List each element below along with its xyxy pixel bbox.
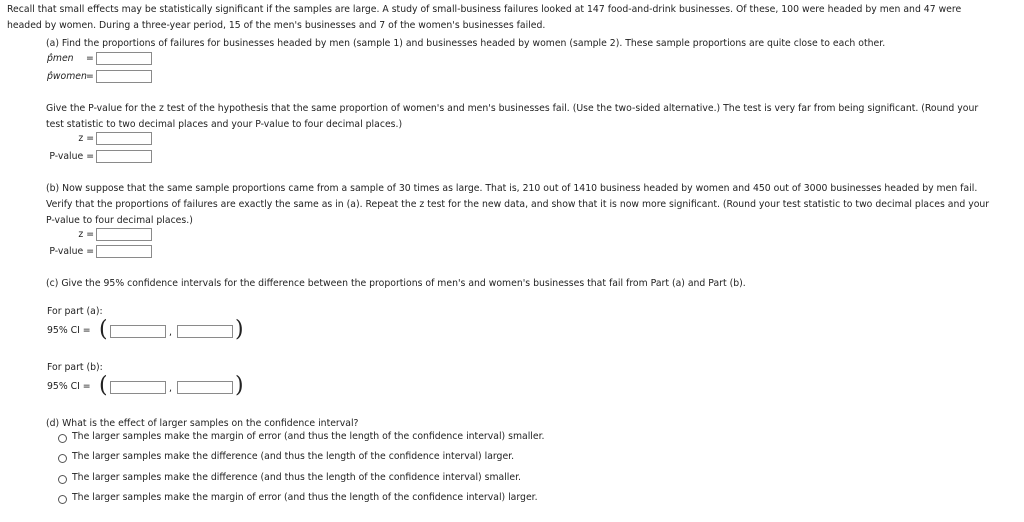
ci-a-open-paren: ( [99, 317, 108, 342]
ci-b-open-paren: ( [99, 373, 108, 398]
z-input-b[interactable] [96, 228, 152, 241]
intro-line-1: Recall that small effects may be statistically significant if the samples are large. A study of small-business failures looked at 147 food-and-drink businesses. Of these, 100 were headed by men and 47 were [7, 4, 962, 15]
part-c-question: (c) Give the 95% confidence intervals for the difference between the proportions of men's and women's businesses that fail from Part (a) and Part (b). [46, 278, 746, 289]
for-part-b-label: For part (b): [47, 362, 103, 373]
p-women-equals: = [86, 71, 94, 82]
p-men-label: p̂men [47, 53, 74, 64]
option-3-radio[interactable] [58, 475, 67, 484]
part-a-test-line-2: test statistic to two decimal places and your P-value to four decimal places.) [46, 119, 403, 130]
z-input-a[interactable] [96, 132, 152, 145]
intro-line-2: headed by women. During a three-year period, 15 of the men's businesses and 7 of the women's businesses failed. [7, 20, 546, 31]
ci-a-lower-input[interactable] [110, 325, 166, 338]
ci-b-upper-input[interactable] [177, 381, 233, 394]
ci-a-comma: , [169, 327, 172, 338]
part-b-line-1: (b) Now suppose that the same sample proportions came from a sample of 30 times as large. That is, 210 out of 1410 business headed by women and 450 out of 3000 businesses headed by men fail. [46, 183, 978, 194]
ci-b-lower-input[interactable] [110, 381, 166, 394]
part-b-line-2: Verify that the proportions of failures are exactly the same as in (a). Repeat the z test for the new data, and show that it is now more significant. (Round your test statistic to two decimal places and your [46, 199, 990, 210]
pvalue-input-b[interactable] [96, 245, 152, 258]
ci-b-label: 95% CI = [47, 381, 91, 392]
option-3-label[interactable]: The larger samples make the difference (and thus the length of the confidence interval) smaller. [72, 472, 522, 483]
option-2-radio[interactable] [58, 454, 67, 463]
part-a-question: (a) Find the proportions of failures for businesses headed by men (sample 1) and businesses headed by women (sample 2). These sample proportions are quite close to each other. [46, 38, 886, 49]
z-label-b: z = [78, 229, 94, 240]
ci-a-upper-input[interactable] [177, 325, 233, 338]
pvalue-input-a[interactable] [96, 150, 152, 163]
ci-a-label: 95% CI = [47, 325, 91, 336]
option-1-label[interactable]: The larger samples make the margin of error (and thus the length of the confidence interval) smaller. [72, 431, 545, 442]
p-men-equals: = [86, 53, 94, 64]
part-b-line-3: P-value to four decimal places.) [46, 215, 193, 226]
part-a-test-text [46, 101, 1021, 133]
ci-b-close-paren: ) [235, 373, 244, 398]
part-b-text [46, 181, 1021, 229]
z-label-a: z = [78, 133, 94, 144]
pvalue-label-b: P-value = [49, 246, 94, 257]
for-part-a-label: For part (a): [47, 306, 103, 317]
ci-b-comma: , [169, 383, 172, 394]
pvalue-label-a: P-value = [49, 151, 94, 162]
option-2-label[interactable]: The larger samples make the difference (and thus the length of the confidence interval) larger. [72, 451, 515, 462]
option-1-radio[interactable] [58, 434, 67, 443]
part-d-question: (d) What is the effect of larger samples on the confidence interval? [46, 418, 359, 429]
p-men-input[interactable] [96, 52, 152, 65]
p-women-input[interactable] [96, 70, 152, 83]
part-a-test-line-1: Give the P-value for the z test of the hypothesis that the same proportion of women's and men's businesses fail. (Use the two-sided alternative.) The test is very far from being significant. (Round your [46, 103, 979, 114]
intro-text [7, 2, 1017, 34]
p-women-label: p̂women [47, 71, 87, 82]
ci-a-close-paren: ) [235, 317, 244, 342]
option-4-label[interactable]: The larger samples make the margin of error (and thus the length of the confidence interval) larger. [72, 492, 538, 503]
option-4-radio[interactable] [58, 495, 67, 504]
